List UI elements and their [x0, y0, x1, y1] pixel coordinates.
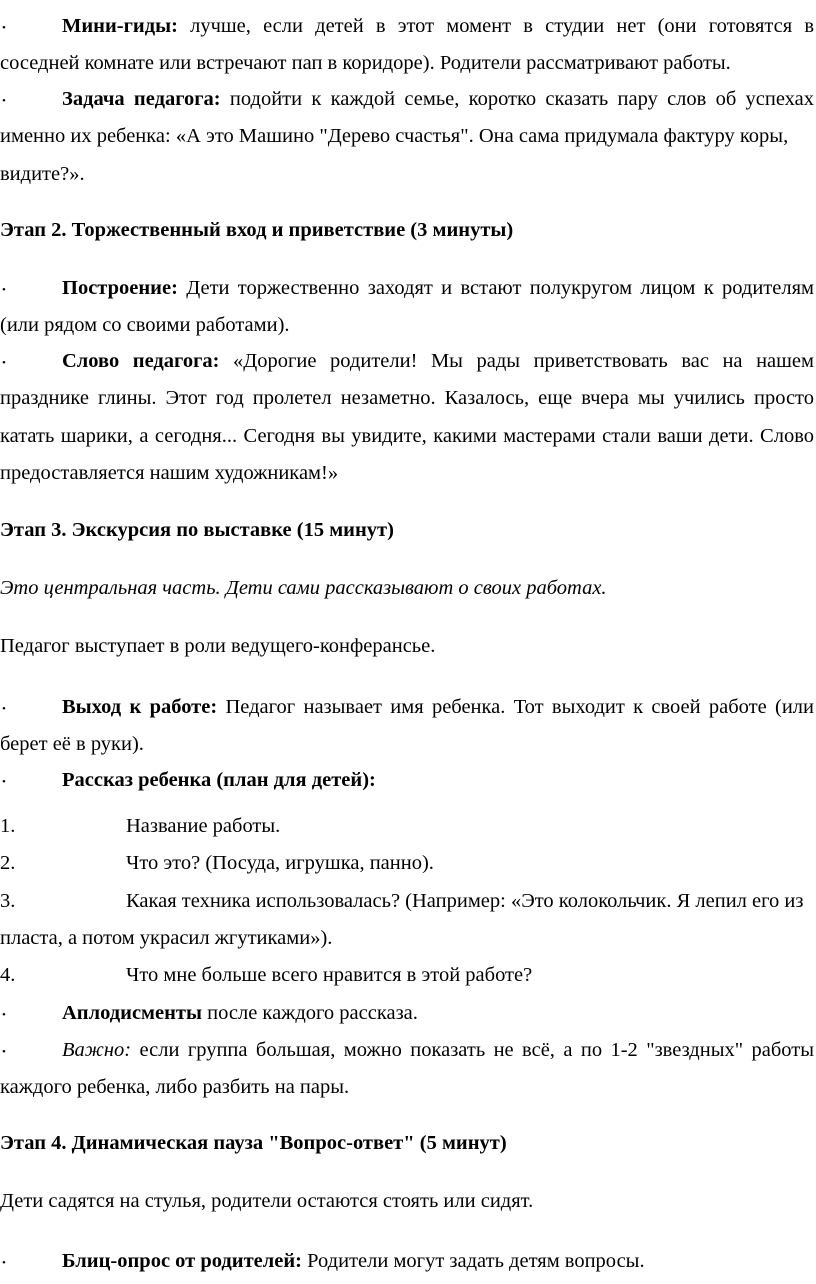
bullet-marker: • — [2, 1257, 6, 1269]
list-item-continuation: пласта, а потом украсил жгутиками»). — [0, 927, 333, 949]
bold-label: Мини-гиды: — [62, 15, 178, 37]
text: Родители могут задать детям вопросы. — [307, 1250, 645, 1272]
paragraph-line — [62, 349, 814, 373]
bullet-marker: • — [2, 703, 6, 715]
paragraph-line — [62, 1038, 814, 1062]
text: Педагог называет имя ребенка. Тот выходит к своей работе (или — [225, 696, 814, 718]
paragraph-line: соседней комнате или встречают пап в коридоре). Родители рассматривают работы. — [0, 52, 731, 74]
list-number: 3. — [0, 890, 16, 912]
heading-text: Этап 3. Экскурсия по выставке (15 минут) — [0, 519, 394, 541]
paragraph-line — [62, 695, 814, 719]
text: «Дорогие родители! Мы рады приветствовать вас на нашем — [233, 350, 814, 372]
list-number: 1. — [0, 815, 16, 837]
bullet-marker: • — [2, 1046, 6, 1058]
text: после каждого рассказа. — [207, 1002, 418, 1024]
bullet-marker: • — [2, 1009, 6, 1021]
heading-text: Этап 4. Динамическая пауза "Вопрос-ответ" (5 минут) — [0, 1132, 507, 1154]
list-item: Какая техника использовалась? (Например: «Это колокольчик. Я лепил его из — [126, 890, 804, 912]
paragraph-line: именно их ребенка: «А это Машино "Дерево счастья". Она сама придумала фактуру коры, — [0, 125, 789, 147]
bold-label: Блиц-опрос от родителей: — [62, 1250, 302, 1272]
bold-label: Аплодисменты — [62, 1002, 203, 1024]
text: подойти к каждой семье, коротко сказать пару слов об успехах — [229, 88, 814, 110]
list-number: 2. — [0, 852, 16, 874]
paragraph-line — [62, 1249, 814, 1273]
paragraph-line — [62, 276, 814, 300]
bold-label: Слово педагога: — [62, 350, 220, 372]
bullet-marker: • — [2, 357, 6, 369]
paragraph-line: каждого ребенка, либо разбить на пары. — [0, 1076, 350, 1098]
bullet-marker: • — [2, 22, 6, 34]
heading-text: Этап 2. Торжественный вход и приветствие (3 минуты) — [0, 219, 514, 241]
stage-heading — [0, 518, 816, 542]
bold-label: Построение: — [62, 277, 178, 299]
stage-heading — [0, 218, 816, 242]
paragraph-line: берет её в руки). — [0, 733, 144, 755]
paragraph-line: предоставляется нашим художникам!» — [0, 462, 339, 484]
bullet-marker: • — [2, 284, 6, 296]
paragraph-line — [62, 768, 814, 792]
stage-heading — [0, 1131, 816, 1155]
paragraph-line: Педагог выступает в роли ведущего-конферансье. — [0, 635, 436, 657]
text: Дети торжественно заходят и встают полукругом лицом к родителям — [186, 277, 814, 299]
text: если группа большая, можно показать не всё, а по 1-2 "звездных" работы — [139, 1039, 814, 1061]
paragraph-line: катать шарики, а сегодня... Сегодня вы увидите, какими мастерами стали ваши дети. Слово — [0, 425, 814, 447]
list-item: Что мне больше всего нравится в этой работе? — [126, 964, 533, 986]
paragraph-line — [62, 14, 814, 38]
italic-label: Важно: — [62, 1039, 132, 1061]
italic-note: Это центральная часть. Дети сами рассказывают о своих работах. — [0, 577, 607, 599]
list-item: Название работы. — [126, 815, 281, 837]
list-number: 4. — [0, 964, 16, 986]
paragraph-line: (или рядом со своими работами). — [0, 314, 290, 336]
list-item: Что это? (Посуда, игрушка, панно). — [126, 852, 434, 874]
paragraph-line: видите?». — [0, 163, 85, 185]
paragraph-line — [62, 87, 814, 111]
bold-label: Задача педагога: — [62, 88, 221, 110]
paragraph-line: Дети садятся на стулья, родители остаются стоять или сидят. — [0, 1190, 534, 1212]
bullet-marker: • — [2, 95, 6, 107]
text: лучше, если детей в этот момент в студии нет (они готовятся в — [190, 15, 815, 37]
bold-label: Выход к работе: — [62, 696, 218, 718]
paragraph-line — [62, 1001, 814, 1025]
paragraph-line: празднике глины. Этот год пролетел незаметно. Казалось, еще вчера мы учились просто — [0, 387, 814, 409]
bold-label: Рассказ ребенка (план для детей): — [62, 769, 376, 791]
bullet-marker: • — [2, 776, 6, 788]
